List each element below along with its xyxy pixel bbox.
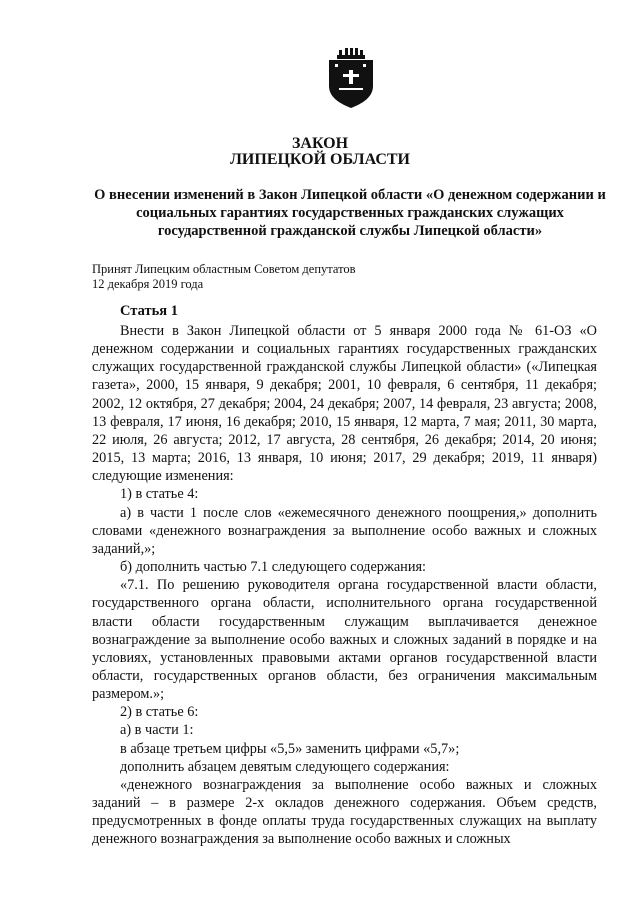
paragraph: 2) в статье 6: [120, 704, 199, 721]
paragraph: «7.1. По решению руководителя органа государственной власти области, государственного органа области, исполнительного органа государственной власти области государственным служащим выплачивается денежное вознаграждение за выполнение особо важных и сложных заданий в порядке и на условиях, установленных правовыми актами органов государственной власти области, государственных органов области, без ограничения максимальным размером.»; [92, 577, 597, 703]
paragraph: дополнить абзацем девятым следующего содержания: [120, 758, 450, 775]
adoption-line: Принят Липецким областным Советом депутатов [92, 262, 356, 276]
paragraph: б) дополнить частью 7.1 следующего содержания: [120, 559, 427, 576]
paragraph: в абзаце третьем цифры «5,5» заменить цифрами «5,7»; [120, 740, 460, 757]
coat-of-arms-icon [325, 48, 377, 108]
article-body [92, 322, 597, 849]
paragraph: «денежного вознаграждения за выполнение особо важных и сложных заданий – в размере 2-х окладов денежного содержания. Объем средств, предусмотренных в фонде оплаты труда государственных служащих на выплату денежного вознаграждения за выполнение особо важных и сложных [92, 776, 597, 848]
paragraph: 1) в статье 4: [120, 486, 199, 503]
adoption-date: 12 декабря 2019 года [92, 277, 204, 291]
document-title: ЗАКОН [291, 135, 349, 152]
law-subtitle: О внесении изменений в Закон Липецкой области «О денежном содержании и социальных гарантиях государственных гражданских служащих государственной гражданской службы Липецкой области» [94, 187, 606, 239]
paragraph: а) в части 1 после слов «ежемесячного денежного поощрения,» дополнить словами «денежного вознаграждения за выполнение особо важных и сложных заданий,»; [92, 504, 597, 557]
paragraph: а) в части 1: [120, 722, 194, 739]
document-region: ЛИПЕЦКОЙ ОБЛАСТИ [230, 151, 410, 168]
article-heading: Статья 1 [120, 303, 178, 319]
paragraph: Внести в Закон Липецкой области от 5 января 2000 года № 61-ОЗ «О денежном содержании и социальных гарантиях государственных гражданских служащих государственной гражданской службы Липецкой области» («Липецкая газета», 2000, 15 января, 9 декабря; 2001, 10 февраля, 6 сентября, 11 декабря; 2002, 12 октября, 27 декабря; 2004, 24 декабря; 2007, 14 февраля, 23 августа; 2008, 13 февраля, 17 июня, 16 декабря; 2010, 15 января, 12 марта, 7 мая; 2011, 30 марта, 22 июля, 26 августа; 2012, 17 августа, 28 сентября, 26 декабря; 2014, 20 июня; 2015, 13 марта; 2016, 13 января, 10 июня; 2017, 29 декабря; 2019, 11 января) следующие изменения: [92, 323, 597, 485]
